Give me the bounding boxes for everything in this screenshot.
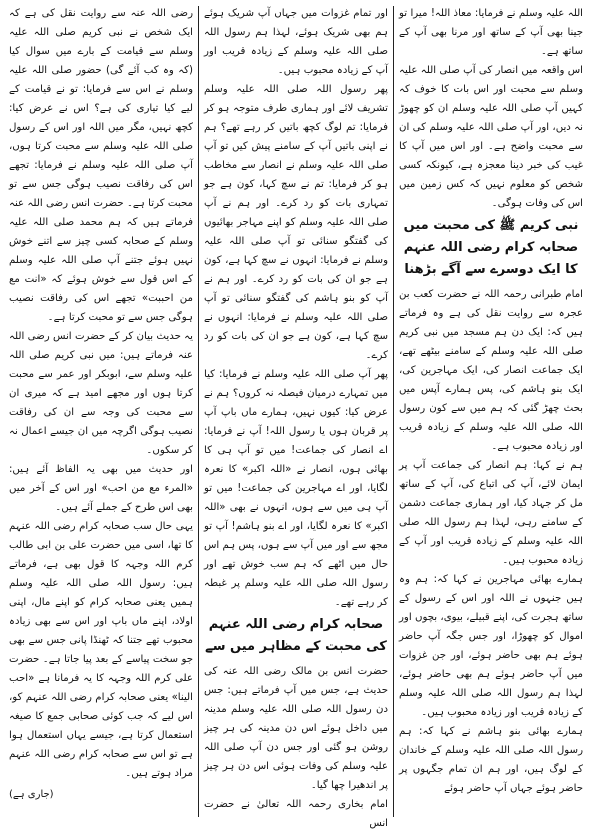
paragraph: حضرت انس بن مالک رضی اللہ عنہ کی حدیث ہے، جس میں آپ فرماتے ہیں: جس دن رسول اللہ صلی اللہ علیہ وسلم مدینہ میں داخل ہوئے اس دن مدینہ کی ہر چیز روشن ہو گئی اور جس دن آپ صلی اللہ علیہ وسلم کی وفات ہوئی اس دن ہر چیز پر اندھیرا چھا گیا۔ [204,666,388,791]
column-middle [201,4,391,829]
newspaper-page [4,4,586,829]
paragraph: اور تمام غزوات میں جہاں آپ شریک ہوئے ہم بھی شریک ہوئے، لہذا ہم رسول اللہ صلی اللہ علیہ وسلم کے زیادہ قریب اور آپ کے زیادہ محبوب ہیں۔ [204,8,388,76]
paragraph: امام طبرانی رحمہ اللہ نے حضرت کعب بن عجرہ سے روایت نقل کی ہے وہ فرماتے ہیں کہ: ایک دن ہم مسجد میں نبی کریم صلی اللہ علیہ وسلم کے سامنے بیٹھے تھے، ایک جماعت انصار کی، ایک مہاجرین کی، ایک بنو ہاشم کی، پس ہمارے آپس میں بحث چھڑ گئی کہ ہم میں سے کون رسول اللہ صلی اللہ علیہ وسلم کے زیادہ قریب اور زیادہ محبوب ہے۔ [399,289,583,452]
column-divider [198,6,199,817]
paragraph: یہی حال سب صحابہ کرام رضی اللہ عنہم کا تھا، اسی میں حضرت علی بن ابی طالب کرم اللہ وجہہ کا قول بھی ہے، فرماتے ہیں: رسول اللہ صلی اللہ علیہ وسلم ہمیں یعنی صحابہ کرام کو اپنے مال، اپنی اولاد، اپنے ماں باپ اور اس سے بھی زیادہ محبوب تھے جتنا کہ ٹھنڈا پانی جس سے بھی جو سخت پیاسے کے بعد پیا جاتا ہے۔ حضرت علی کرم اللہ وجہہ کا یہ فرمانا ہے «احب الینا» یعنی صحابہ کرام رضی اللہ عنہم کو، اس لیے کہ جب کوئی صحابی جمع کا صیغہ استعمال کرتا ہے، جیسے یہاں استعمال ہوا ہے تو اس سے صحابہ کرام رضی اللہ عنہم مراد ہوتے ہیں۔ [9,521,193,779]
paragraph: اس واقعہ میں انصار کی آپ صلی اللہ علیہ وسلم سے محبت اور اس بات کا خوف کہ کہیں آپ صلی اللہ علیہ وسلم ان کو چھوڑ نہ دیں، اور آپ صلی اللہ علیہ وسلم کی ان سے محبت واضح ہے۔ اور اس میں آپ کا غیب کی خبر دینا معجزہ ہے، کیونکہ کسی شخص کو معلوم نہیں کہ کس زمین میں اس کی وفات ہوگی۔ [399,65,583,209]
paragraph: ہمارے بھائی بنو ہاشم نے کہا کہ: ہم رسول اللہ صلی اللہ علیہ وسلم کے خاندان کے لوگ ہیں، اور ہم ان تمام جگہوں پر حاضر ہوئے جہاں آپ حاضر ہوئے [399,726,583,794]
continued-marker: (جاری ہے) [9,789,54,800]
column-right [396,4,586,819]
paragraph: پھر رسول اللہ صلی اللہ علیہ وسلم تشریف لائے اور ہماری طرف متوجہ ہو کر فرمایا: تم لوگ کچھ باتیں کر رہے تھے؟ ہم نے اپنی باتیں آپ کے سامنے پیش کیں تو آپ صلی اللہ علیہ وسلم نے انصار سے مخاطب ہو کر فرمایا: تم نے سچ کہا، کون ہے جو تمہاری بات کو رد کرے۔ اور ہم نے آپ صلی اللہ علیہ وسلم کو اپنے مہاجر بھائیوں کی گفتگو سنائی تو آپ صلی اللہ علیہ وسلم نے فرمایا: انہوں نے سچ کہا ہے، کون ہے جو ان کی بات کو رد کرے۔ اور ہم نے آپ کو بنو ہاشم کی گفتگو سنائی تو آپ صلی اللہ علیہ وسلم نے فرمایا: انہوں نے سچ کہا ہے، کون ہے جو ان کی بات کو رد کرے۔ [204,84,388,361]
section-heading: صحابہ کرام رضی اللہ عنہم کی محبت کے مظاہر میں سے [205,617,387,654]
paragraph: یہ حدیث بیان کر کے حضرت انس رضی اللہ عنہ فرماتے ہیں: میں نبی کریم صلی اللہ علیہ وسلم سے، ابوبکر اور عمر سے محبت کرتا ہوں اور مجھے امید ہے کہ میری ان سے محبت کی وجہ سے ان کی رفاقت نصیب ہوگی اگرچہ میں ان جیسے اعمال نہ کر سکوں۔ [9,331,193,456]
paragraph: اور حدیث میں بھی یہ الفاظ آئے ہیں: «المرء مع من احب» اور اس کے آخر میں بھی اس طرح کے جملے آئے ہیں۔ [9,464,193,513]
section-heading: نبی کریم ﷺ کی محبت میں صحابہ کرام رضی اللہ عنہم کا ایک دوسرے سے آگے بڑھنا [403,218,579,277]
column-left [6,4,196,819]
paragraph: امام بخاری رحمہ اللہ تعالیٰ نے حضرت انس [204,799,388,829]
paragraph: ہم نے کہا: ہم انصار کی جماعت آپ پر ایمان لائے، آپ کی اتباع کی، آپ کے ساتھ مل کر جہاد کیا، اور ہماری جماعت دشمن کے سامنے رہی، لہذا ہم رسول اللہ صلی اللہ علیہ وسلم کے زیادہ قریب اور آپ کے زیادہ محبوب ہیں۔ [399,460,583,566]
paragraph: ہمارے بھائی مہاجرین نے کہا کہ: ہم وہ ہیں جنہوں نے اللہ اور اس کے رسول کے ساتھ ہجرت کی، اپنے قبیلے، بیوی، بچوں اور اموال کو چھوڑا، اور جس جگہ آپ حاضر ہوئے ہم بھی حاضر ہوئے، اور جن غزوات میں آپ حاضر ہوئے ہم بھی حاضر ہوئے، لہذا ہم رسول اللہ صلی اللہ علیہ وسلم کے زیادہ قریب اور زیادہ محبوب ہیں۔ [399,574,583,718]
column-divider [393,6,394,817]
paragraph: پھر آپ صلی اللہ علیہ وسلم نے فرمایا: کیا میں تمہارے درمیان فیصلہ نہ کروں؟ ہم نے عرض کیا: کیوں نہیں، ہمارے ماں باپ آپ پر قربان ہوں یا رسول اللہ! آپ نے فرمایا: اے انصار کی جماعت! میں تو آپ ہی کا بھائی ہوں، انصار نے «اللہ اکبر» کا نعرہ لگایا، اور اے مہاجرین کی جماعت! میں تو آپ ہی میں سے ہوں، انہوں نے بھی «اللہ اکبر» کا نعرہ لگایا، اور اے بنو ہاشم! آپ تو مجھ سے اور میں آپ سے ہوں، پس ہم اس حال میں اٹھے کہ ہم سب خوش تھے اور رسول اللہ صلی اللہ علیہ وسلم پر غبطہ کر رہے تھے۔ [204,369,388,608]
paragraph: اللہ علیہ وسلم نے فرمایا: معاذ اللہ! میرا تو جینا بھی آپ کے ساتھ اور مرنا بھی آپ کے ساتھ ہے۔ [399,8,583,57]
paragraph: رضی اللہ عنہ سے روایت نقل کی ہے کہ ایک شخص نے نبی کریم صلی اللہ علیہ وسلم سے قیامت کے بارے میں سوال کیا (کہ وہ کب آئے گی) حضور صلی اللہ علیہ وسلم نے اس سے فرمایا: تو نے قیامت کے لیے کیا تیاری کی ہے؟ اس نے عرض کیا: کچھ نہیں، مگر میں اللہ اور اس کے رسول صلی اللہ علیہ وسلم سے محبت کرتا ہوں، آپ صلی اللہ علیہ وسلم نے فرمایا: تجھے اس کی رفاقت نصیب ہوگی جس سے تو محبت کرتا ہے۔ حضرت انس رضی اللہ عنہ فرماتے ہیں کہ ہم محمد صلی اللہ علیہ وسلم کے صحابہ کسی چیز سے اتنے خوش نہیں ہوئے جتنے آپ صلی اللہ علیہ وسلم کے اس قول سے خوش ہوئے کہ «انت مع من احببت» تجھے اس کی رفاقت نصیب ہوگی جس سے تو محبت کرتا ہے۔ [9,8,193,323]
